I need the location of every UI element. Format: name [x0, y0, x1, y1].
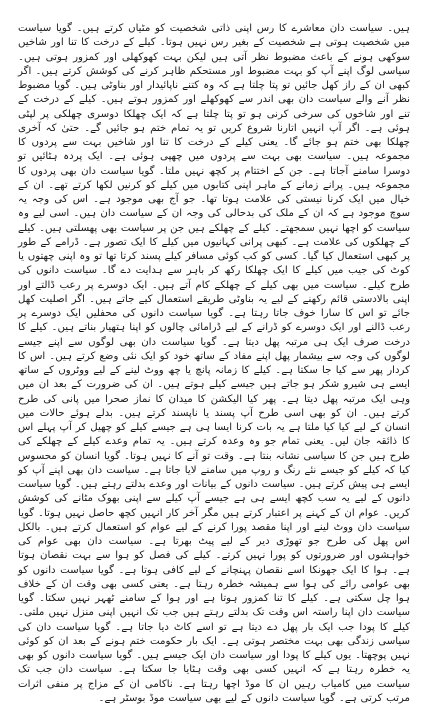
document-page	[18, 22, 410, 704]
body-paragraph: ہیں۔ سیاست دان معاشرے کا رس اپنی ذاتی شخصیت کو مٹیاں کرتے ہیں۔ گویا سیاست میں شخصیت ہوتی ہے شخصیت کے بغیر رس نہیں ہوتا۔ کیلے کے درخت کا تنا اور شاخیں سوکھی ہونے کے باعث مضبوط نظر آتی ہیں لیکن بہت کھوکھلی اور کمزور ہوتی ہیں۔ سیاسی لوگ اپنے آپ کو بہت مضبوط اور مستحکم ظاہر کرنے کی کوشش کرتے ہیں۔ اگر کبھی ان کے راز کھل جائیں تو پتا چلتا ہے کہ وہ کتنے ناپائیدار اور بناوٹی ہیں۔ گویا مضبوط نظر آنے والے سیاست دان بھی اندر سے کھوکھلے اور کمزور ہوتے ہیں۔ کیلے کے درخت کے تنے اور شاخوں کی سرخی کرنی ہو تو پتا چلتا ہے کہ ایک چھلکا دوسری چھلکی پر لپٹی ہوئی ہے۔ اگر آپ انہیں اتارنا شروع کریں تو یہ تمام ختم ہو جائیں گے۔ حتیٰ کہ آخری چھلکا بھی ختم ہو جائے گا۔ یعنی کیلے کے درخت کا تنا اور شاخیں بہت سے پردوں کا مجموعہ ہیں۔ سیاست بھی بہت سے پردوں میں چھپی ہوئی ہے۔ ایک پردہ ہٹائیں تو دوسرا سامنے آجاتا ہے۔ جن کے اختتام پر کچھ نہیں ملتا۔ گویا سیاست دان بھی پردوں کا مجموعہ ہیں۔ پرانے زمانے کے ماہر اپنی کتابوں میں کیلے کو کرنیں لکھا کرتے تھے۔ ان کے خیال میں ایک کرنا نیستی کی علامت ہوتا تھا۔ جو آج بھی موجود ہے۔ اس کی وجہ یہ سوچ موجود ہے کہ ان کے ملک کی بدحالی کی وجہ ان کے سیاست دان ہیں۔ اسی لیے وہ سیاست کو اچھا نہیں سمجھتے۔ کیلے کے چھلکے ہیں جن پر سیاست بھی پھسلتی ہیں۔ کیلے کے چھلکوں کی علامت ہے۔ کبھی پرانی کہانیوں میں کیلے کا ایک تصور ہے۔ ڈرامے کے طور پر کبھی استعمال کیا گیا۔ کسی کو کب کوئی مسافر کیلے پسند کرتا تھا تو وہ اپنی چھتوں یا کوٹ کی جیب میں کیلے کا ایک چھلکا رکھ کر باہر سے ہدایت دے گا۔ سیاست دانوں کی طرح کیلے۔ سیاست میں بھی کیلے کے چھلکے کام آتے ہیں۔ ایک دوسرے پر رعب ڈالتے اور اپنی بالادستی قائم رکھنے کے لیے یہ بناوٹی طریقے استعمال کیے جاتے ہیں۔ اگر اصلیت کھل جائے تو اس کا سارا خوف جاتا رہتا ہے۔ گویا سیاست دانوں کی محفلیں ایک دوسرے پر رعب ڈالنے اور ایک دوسرے کو ڈرانے کے لیے ڈرامائی چالوں کو اپنا ہتھیار بناتے ہیں۔ کیلے کا درخت صرف ایک ہی مرتبہ پھل دیتا ہے۔ گویا سیاست دان بھی لوگوں سے اپنے جیسے لوگوں کی وجہ سے بیشمار پھل اپنے مفاد کے ساتھ خود کو ایک نئی وضع کرتے ہیں۔ اس کا کردار پھر سے کیا جا سکتا ہے۔ کیلے کا زمانہ پانچ یا چھ ووٹ لینے کے لیے ووٹروں کے ساتھ ایسے ہی شیرو شکر ہو جاتے ہیں جیسے کیلے ہوتے ہیں۔ ان کی ضرورت کے بعد ان میں وہی ایک مرتبہ پھل دیتا ہے۔ پھر کیا الیکشن کا میدان کا نماز صحرا میں پانی کی طرح کرتے ہیں۔ ان کو بھی اسی طرح آپ پسند یا ناپسند کرتے ہیں۔ بدلے ہوئے حالات میں انسان کے لیے کیا کیا ملتا ہے یہ بات کرنا ایسا ہی ہے جیسے کیلے کو چھیل کر آپ پہلے اس کا ذائقہ جان لیں۔ یعنی تمام جو وہ وعدہ کرتے ہیں۔ یہ تمام وعدے کیلے کے چھلکے کی طرح ہیں جن کا سیاسی نشانہ بنتا ہے۔ وقت تو آنے کا نہیں ہوتا۔ گویا انسان کو محسوس کیا کہ کیلے کو جیسے نئے رنگ و روپ میں سامنے لایا جاتا ہے۔ سیاست دان بھی اپنے آپ کو ایسے ہی پیش کرتے ہیں۔ سیاست دانوں کے بیانات اور وعدے بدلتے رہتے ہیں۔ گویا سیاست دانوں کے لیے یہ سب کچھ ایسے ہی ہے جیسے آپ کیلے سے اپنی بھوک مٹانے کی کوشش کریں۔ عوام ان کے کہنے پر اعتبار کرتے ہیں مگر آخر کار انہیں کچھ حاصل نہیں ہوتا۔ گویا سیاست دان ووٹ لینے اور اپنا مقصد پورا کرنے کے لیے عوام کو استعمال کرتے ہیں۔ بالکل اس پھل کی طرح جو تھوڑی دیر کے لیے پیٹ بھرتا ہے۔ سیاست دان بھی عوام کی خواہشوں اور ضرورتوں کو پورا نہیں کرتے۔ کیلے کی فصل کو ہوا سے بہت نقصان ہوتا ہے۔ ہوا کا ایک جھونکا اسے نقصان پہنچانے کے لیے کافی ہوتا ہے۔ گویا سیاست دانوں کو بھی عوامی رائے کی ہوا سے ہمیشہ خطرہ رہتا ہے۔ یعنی کسی بھی وقت ان کے خلاف ہوا چل سکتی ہے۔ کیلے کا تنا کمزور ہوتا ہے اور ہوا کے سامنے ٹھہر نہیں سکتا۔ گویا سیاست دان اپنا راستہ اس وقت تک بدلتے رہتے ہیں جب تک انہیں اپنی منزل نہیں ملتی۔ کیلے کا پودا جب ایک بار پھل دے دیتا ہے تو اسے کاٹ دیا جاتا ہے۔ گویا سیاست دان کی سیاسی زندگی بھی بہت مختصر ہوتی ہے۔ ایک بار حکومت ختم ہونے کے بعد ان کو کوئی نہیں پوچھتا۔ یوں کیلے کا پودا اور سیاست دان ایک جیسے ہیں۔ گویا سیاست دانوں کو بھی یہ خطرہ رہتا ہے کہ انہیں کسی بھی وقت ہٹایا جا سکتا ہے۔ سیاست دان جب تک سیاست میں کامیاب رہیں ان کا موڈ اچھا رہتا ہے۔ ناکامی ان کے مزاج پر منفی اثرات مرتب کرتی ہے۔ گویا سیاست دانوں کے لیے بھی سیاست موڈ بوسٹر ہے۔	[18, 23, 410, 704]
